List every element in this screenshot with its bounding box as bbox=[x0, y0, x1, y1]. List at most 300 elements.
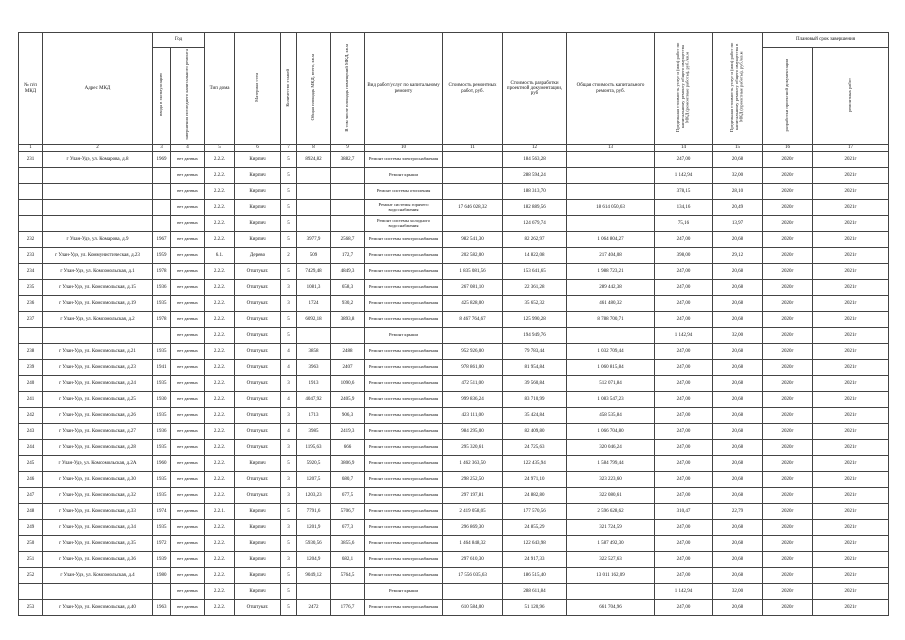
cell-total-cost: 458 535,84 bbox=[567, 408, 655, 424]
cell-total-area bbox=[297, 168, 331, 184]
cell-design-cost: 51 120,96 bbox=[503, 600, 567, 616]
cell-year-built bbox=[153, 200, 171, 216]
cell-house-type: 2.2.2. bbox=[205, 280, 235, 296]
cell-design-cost: 24 725,63 bbox=[503, 440, 567, 456]
cell-address bbox=[43, 200, 153, 216]
cell-limit-design: 20,68 bbox=[713, 392, 763, 408]
cell-design-cost: 288 594,24 bbox=[503, 168, 567, 184]
cell-limit-repair: 247,00 bbox=[655, 264, 713, 280]
cell-repair-cost: 202 582,00 bbox=[443, 248, 503, 264]
cell-wall-material: Отштукат. bbox=[235, 424, 281, 440]
cell-limit-repair: 247,00 bbox=[655, 440, 713, 456]
cell-limit-repair: 247,00 bbox=[655, 360, 713, 376]
cell-design-cost: 14 822,08 bbox=[503, 248, 567, 264]
cell-row-num: 245 bbox=[19, 456, 43, 472]
cell-work-type: Ремонт системы электроснабжения bbox=[365, 440, 443, 456]
cell-limit-repair: 1 142,94 bbox=[655, 168, 713, 184]
cell-house-type: 2.2.2. bbox=[205, 472, 235, 488]
cell-house-type: 2.2.2. bbox=[205, 600, 235, 616]
cell-year-last-repair: нет данных bbox=[171, 520, 205, 536]
cell-year-last-repair: нет данных bbox=[171, 552, 205, 568]
cell-total-area bbox=[297, 328, 331, 344]
cell-limit-repair: 75,16 bbox=[655, 216, 713, 232]
cell-total-cost: 13 011 162,09 bbox=[567, 568, 655, 584]
cell-floors: 3 bbox=[281, 552, 297, 568]
cell-total-area: 1913 bbox=[297, 376, 331, 392]
cell-address: г Улан-Удэ, ул. Комарова, д.9 bbox=[43, 232, 153, 248]
cell-year-last-repair: нет данных bbox=[171, 312, 205, 328]
cell-year-last-repair: нет данных bbox=[171, 392, 205, 408]
header-limit-design: Предельная стоимость услуг и (или) работ по капитальному ремонту общего имущества в МКД (проектные работы), руб./кв.м bbox=[713, 33, 763, 145]
cell-limit-design: 20,68 bbox=[713, 552, 763, 568]
cell-row-num: 237 bbox=[19, 312, 43, 328]
cell-year-last-repair: нет данных bbox=[171, 280, 205, 296]
cell-plan-design: 2020г bbox=[763, 360, 813, 376]
cell-year-last-repair: нет данных bbox=[171, 152, 205, 168]
cell-year-last-repair: нет данных bbox=[171, 584, 205, 600]
cell-work-type: Ремонт системы электроснабжения bbox=[365, 264, 443, 280]
cell-repair-cost: 297 610,30 bbox=[443, 552, 503, 568]
cell-total-area: 1207,5 bbox=[297, 472, 331, 488]
cell-total-area: 1203,23 bbox=[297, 488, 331, 504]
cell-address: г Улан-Удэ, ул. Комсомольская, д.35 bbox=[43, 536, 153, 552]
cell-total-area: 7791,6 bbox=[297, 504, 331, 520]
cell-design-cost: 184 563,28 bbox=[503, 152, 567, 168]
cell-limit-repair: 247,00 bbox=[655, 488, 713, 504]
cell-work-type: Ремонт системы электроснабжения bbox=[365, 424, 443, 440]
cell-design-cost: 124 679,74 bbox=[503, 216, 567, 232]
cell-plan-work: 2021г bbox=[813, 248, 889, 264]
cell-total-area: 7429,48 bbox=[297, 264, 331, 280]
cell-year-built: 1935 bbox=[153, 520, 171, 536]
cell-total-cost: 321 724,59 bbox=[567, 520, 655, 536]
cell-year-last-repair: нет данных bbox=[171, 472, 205, 488]
cell-plan-work: 2021г bbox=[813, 584, 889, 600]
cell-living-area: 2407 bbox=[331, 360, 365, 376]
table-row bbox=[19, 360, 889, 376]
cell-total-cost: 8 788 700,71 bbox=[567, 312, 655, 328]
cell-total-area bbox=[297, 584, 331, 600]
cell-limit-design: 20,68 bbox=[713, 440, 763, 456]
cell-address: г Улан-Удэ, ул. Комсомольская, д.4 bbox=[43, 568, 153, 584]
cell-repair-cost: 1 462 363,50 bbox=[443, 456, 503, 472]
cell-house-type: 6.1. bbox=[205, 248, 235, 264]
cell-living-area bbox=[331, 184, 365, 200]
cell-house-type: 2.2.2. bbox=[205, 200, 235, 216]
cell-address: г Улан-Удэ, ул. Коммунистическая, д.23 bbox=[43, 248, 153, 264]
column-number: 12 bbox=[503, 145, 567, 152]
cell-address: г Улан-Удэ, ул. Комсомольская, д.21 bbox=[43, 344, 153, 360]
cell-living-area: 3893,8 bbox=[331, 312, 365, 328]
cell-living-area: 677,3 bbox=[331, 520, 365, 536]
cell-design-cost: 35 652,32 bbox=[503, 296, 567, 312]
cell-floors: 5 bbox=[281, 536, 297, 552]
cell-floors: 4 bbox=[281, 344, 297, 360]
cell-limit-design: 20,68 bbox=[713, 568, 763, 584]
capital-repair-table bbox=[18, 32, 889, 616]
cell-work-type: Ремонт системы электроснабжения bbox=[365, 408, 443, 424]
cell-plan-work: 2021г bbox=[813, 280, 889, 296]
cell-living-area bbox=[331, 216, 365, 232]
cell-wall-material: Кирпич bbox=[235, 184, 281, 200]
cell-plan-design: 2020г bbox=[763, 456, 813, 472]
cell-living-area: 172,7 bbox=[331, 248, 365, 264]
cell-repair-cost: 8 467 764,67 bbox=[443, 312, 503, 328]
cell-total-cost: 320 046,24 bbox=[567, 440, 655, 456]
cell-living-area: 680,7 bbox=[331, 472, 365, 488]
cell-year-last-repair: нет данных bbox=[171, 536, 205, 552]
cell-total-cost: 512 071,84 bbox=[567, 376, 655, 392]
cell-year-last-repair: нет данных bbox=[171, 216, 205, 232]
cell-plan-work: 2021г bbox=[813, 472, 889, 488]
cell-address bbox=[43, 584, 153, 600]
cell-plan-work: 2021г bbox=[813, 264, 889, 280]
header-plan-work: ремонтных работ bbox=[813, 48, 889, 145]
cell-wall-material: Кирпич bbox=[235, 504, 281, 520]
cell-limit-repair: 247,00 bbox=[655, 456, 713, 472]
cell-address bbox=[43, 184, 153, 200]
cell-limit-design: 32,00 bbox=[713, 584, 763, 600]
cell-house-type: 2.2.2. bbox=[205, 216, 235, 232]
cell-limit-design: 32,00 bbox=[713, 328, 763, 344]
column-number: 9 bbox=[331, 145, 365, 152]
table-row bbox=[19, 168, 889, 184]
cell-row-num: 247 bbox=[19, 488, 43, 504]
cell-plan-work: 2021г bbox=[813, 152, 889, 168]
cell-total-area: 1204,9 bbox=[297, 552, 331, 568]
cell-work-type: Ремонт системы электроснабжения bbox=[365, 376, 443, 392]
cell-limit-repair: 247,00 bbox=[655, 232, 713, 248]
table-row bbox=[19, 152, 889, 168]
table-row bbox=[19, 536, 889, 552]
cell-plan-design: 2020г bbox=[763, 344, 813, 360]
cell-work-type: Ремонт системы электроснабжения bbox=[365, 488, 443, 504]
cell-limit-repair: 398,00 bbox=[655, 248, 713, 264]
cell-year-built: 1960 bbox=[153, 456, 171, 472]
cell-total-cost: 1 060 815,84 bbox=[567, 360, 655, 376]
cell-total-area: 1713 bbox=[297, 408, 331, 424]
cell-house-type: 2.2.2. bbox=[205, 408, 235, 424]
cell-wall-material: Дерево bbox=[235, 248, 281, 264]
cell-living-area: 5764,5 bbox=[331, 568, 365, 584]
cell-total-cost: 1 587 492,30 bbox=[567, 536, 655, 552]
cell-year-built: 1935 bbox=[153, 440, 171, 456]
cell-row-num: 235 bbox=[19, 280, 43, 296]
cell-plan-work: 2021г bbox=[813, 600, 889, 616]
cell-row-num: 238 bbox=[19, 344, 43, 360]
cell-year-built: 1978 bbox=[153, 264, 171, 280]
cell-row-num bbox=[19, 184, 43, 200]
cell-year-built: 1935 bbox=[153, 296, 171, 312]
cell-repair-cost: 984 295,00 bbox=[443, 424, 503, 440]
cell-limit-repair: 310,47 bbox=[655, 504, 713, 520]
cell-total-cost: 461 480,32 bbox=[567, 296, 655, 312]
cell-plan-design: 2020г bbox=[763, 376, 813, 392]
cell-total-cost bbox=[567, 152, 655, 168]
cell-year-built bbox=[153, 216, 171, 232]
cell-total-area: 509 bbox=[297, 248, 331, 264]
cell-year-last-repair: нет данных bbox=[171, 232, 205, 248]
cell-house-type: 2.2.2. bbox=[205, 440, 235, 456]
cell-limit-design: 32,00 bbox=[713, 168, 763, 184]
cell-limit-design: 20,68 bbox=[713, 376, 763, 392]
table-row bbox=[19, 504, 889, 520]
column-number: 14 bbox=[655, 145, 713, 152]
column-number: 2 bbox=[43, 145, 153, 152]
cell-floors: 5 bbox=[281, 504, 297, 520]
cell-total-area bbox=[297, 216, 331, 232]
cell-address bbox=[43, 168, 153, 184]
cell-plan-design: 2020г bbox=[763, 216, 813, 232]
cell-living-area: 682,1 bbox=[331, 552, 365, 568]
header-total-cost: Общая стоимость капитального ремонта, руб. bbox=[567, 33, 655, 145]
cell-year-last-repair: нет данных bbox=[171, 488, 205, 504]
cell-work-type: Ремонт системы электроснабжения bbox=[365, 360, 443, 376]
cell-repair-cost bbox=[443, 328, 503, 344]
cell-year-built: 1972 bbox=[153, 536, 171, 552]
cell-plan-work: 2021г bbox=[813, 360, 889, 376]
cell-total-cost: 322 527,63 bbox=[567, 552, 655, 568]
cell-total-area: 5920,5 bbox=[297, 456, 331, 472]
table-row bbox=[19, 424, 889, 440]
cell-limit-repair: 1 142,94 bbox=[655, 584, 713, 600]
cell-floors: 3 bbox=[281, 296, 297, 312]
cell-plan-design: 2020г bbox=[763, 392, 813, 408]
cell-plan-work: 2021г bbox=[813, 408, 889, 424]
cell-total-area: 3963 bbox=[297, 360, 331, 376]
cell-address: г Улан-Удэ, ул. Комсомольская, д.32 bbox=[43, 488, 153, 504]
cell-design-cost: 288 611,84 bbox=[503, 584, 567, 600]
cell-total-cost bbox=[567, 216, 655, 232]
cell-row-num bbox=[19, 168, 43, 184]
cell-year-built: 1978 bbox=[153, 312, 171, 328]
column-number: 5 bbox=[205, 145, 235, 152]
header-limit-repair: Предельная стоимость услуг и (или) работ по капитальному ремонту общего имущества МКД (ремонтные работы), руб./кв.м bbox=[655, 33, 713, 145]
cell-plan-work: 2021г bbox=[813, 376, 889, 392]
cell-year-built: 1935 bbox=[153, 344, 171, 360]
header-work-type: Вид работ/услуг по капитальному ремонту bbox=[365, 33, 443, 145]
cell-address: г Улан-Удэ, ул. Комсомольская, д.25 bbox=[43, 392, 153, 408]
cell-plan-work: 2021г bbox=[813, 200, 889, 216]
cell-year-last-repair: нет данных bbox=[171, 504, 205, 520]
cell-row-num: 248 bbox=[19, 504, 43, 520]
cell-year-built: 1974 bbox=[153, 504, 171, 520]
cell-floors: 3 bbox=[281, 280, 297, 296]
cell-row-num: 246 bbox=[19, 472, 43, 488]
cell-floors: 3 bbox=[281, 488, 297, 504]
cell-total-cost: 217 404,08 bbox=[567, 248, 655, 264]
cell-wall-material: Отштукат. bbox=[235, 488, 281, 504]
cell-limit-repair: 134,16 bbox=[655, 200, 713, 216]
cell-total-area: 6092,18 bbox=[297, 312, 331, 328]
cell-design-cost: 82 262,97 bbox=[503, 232, 567, 248]
cell-limit-repair: 247,00 bbox=[655, 424, 713, 440]
table-row bbox=[19, 568, 889, 584]
cell-row-num: 239 bbox=[19, 360, 43, 376]
cell-wall-material: Отштукат. bbox=[235, 408, 281, 424]
table-row bbox=[19, 584, 889, 600]
cell-wall-material: Кирпич bbox=[235, 552, 281, 568]
cell-address: г Улан-Удэ, ул. Комсомольская, д.2А bbox=[43, 456, 153, 472]
cell-house-type: 2.2.2. bbox=[205, 264, 235, 280]
cell-repair-cost: 267 081,10 bbox=[443, 280, 503, 296]
column-number: 7 bbox=[281, 145, 297, 152]
table-row bbox=[19, 200, 889, 216]
cell-address: г Улан-Удэ, ул. Комсомольская, д.24 bbox=[43, 376, 153, 392]
table-row bbox=[19, 248, 889, 264]
header-plan-group: Плановый срок завершения bbox=[763, 33, 889, 48]
cell-address: г Улан-Удэ, ул. Комсомольская, д.15 bbox=[43, 280, 153, 296]
cell-living-area: 2419,3 bbox=[331, 424, 365, 440]
cell-total-area: 2472 bbox=[297, 600, 331, 616]
cell-limit-design: 20,68 bbox=[713, 152, 763, 168]
cell-limit-design: 20,68 bbox=[713, 424, 763, 440]
table-row bbox=[19, 264, 889, 280]
cell-work-type: Ремонт системы электроснабжения bbox=[365, 248, 443, 264]
cell-plan-work: 2021г bbox=[813, 296, 889, 312]
cell-year-last-repair: нет данных bbox=[171, 200, 205, 216]
cell-house-type: 2.2.2. bbox=[205, 488, 235, 504]
cell-total-cost: 2 596 628,62 bbox=[567, 504, 655, 520]
cell-plan-work: 2021г bbox=[813, 216, 889, 232]
cell-floors: 4 bbox=[281, 424, 297, 440]
cell-work-type: Ремонт системы электроснабжения bbox=[365, 312, 443, 328]
cell-limit-design: 13,97 bbox=[713, 216, 763, 232]
cell-design-cost: 81 954,84 bbox=[503, 360, 567, 376]
cell-year-last-repair: нет данных bbox=[171, 344, 205, 360]
cell-wall-material: Кирпич bbox=[235, 232, 281, 248]
cell-year-built bbox=[153, 168, 171, 184]
column-number: 11 bbox=[443, 145, 503, 152]
cell-work-type: Ремонт системы горячего водоснабжения bbox=[365, 200, 443, 216]
cell-repair-cost: 17 556 035,63 bbox=[443, 568, 503, 584]
table-row bbox=[19, 472, 889, 488]
cell-limit-repair: 247,00 bbox=[655, 280, 713, 296]
cell-address: г Улан-Удэ, ул. Комсомольская, д.23 bbox=[43, 360, 153, 376]
cell-total-area bbox=[297, 200, 331, 216]
cell-row-num bbox=[19, 328, 43, 344]
cell-total-area: 8924,82 bbox=[297, 152, 331, 168]
cell-house-type: 2.2.2. bbox=[205, 296, 235, 312]
cell-total-cost bbox=[567, 184, 655, 200]
cell-repair-cost: 1 835 081,56 bbox=[443, 264, 503, 280]
cell-work-type: Ремонт системы электроснабжения bbox=[365, 344, 443, 360]
cell-plan-work: 2021г bbox=[813, 552, 889, 568]
cell-total-area: 3858 bbox=[297, 344, 331, 360]
cell-floors: 3 bbox=[281, 472, 297, 488]
cell-year-built: 1959 bbox=[153, 248, 171, 264]
cell-wall-material: Отштукат. bbox=[235, 600, 281, 616]
cell-work-type: Ремонт системы электроснабжения bbox=[365, 232, 443, 248]
cell-floors: 5 bbox=[281, 168, 297, 184]
cell-year-last-repair: нет данных bbox=[171, 296, 205, 312]
cell-total-cost: 661 704,96 bbox=[567, 600, 655, 616]
cell-house-type: 2.2.2. bbox=[205, 328, 235, 344]
cell-wall-material: Отштукат. bbox=[235, 264, 281, 280]
cell-floors: 5 bbox=[281, 216, 297, 232]
cell-repair-cost: 297 197,81 bbox=[443, 488, 503, 504]
cell-row-num bbox=[19, 200, 43, 216]
header-year-group: Год bbox=[153, 33, 205, 48]
cell-work-type: Ремонт крыши bbox=[365, 584, 443, 600]
cell-year-last-repair: нет данных bbox=[171, 168, 205, 184]
cell-year-last-repair: нет данных bbox=[171, 328, 205, 344]
table-row bbox=[19, 488, 889, 504]
cell-plan-design: 2020г bbox=[763, 248, 813, 264]
cell-wall-material: Отштукат. bbox=[235, 440, 281, 456]
cell-row-num bbox=[19, 216, 43, 232]
cell-design-cost: 125 990,28 bbox=[503, 312, 567, 328]
cell-address: г Улан-Удэ, ул. Комсомольская, д.1 bbox=[43, 264, 153, 280]
cell-total-area: 3977,9 bbox=[297, 232, 331, 248]
cell-house-type: 2.2.2. bbox=[205, 376, 235, 392]
cell-design-cost: 24 855,29 bbox=[503, 520, 567, 536]
header-year-last-repair: завершения последнего капитального ремонта bbox=[171, 48, 205, 145]
cell-limit-repair: 247,00 bbox=[655, 344, 713, 360]
cell-total-cost: 1 064 804,27 bbox=[567, 232, 655, 248]
column-number: 10 bbox=[365, 145, 443, 152]
cell-address: г Улан-Удэ, ул. Комсомольская, д.30 bbox=[43, 472, 153, 488]
table-row bbox=[19, 232, 889, 248]
cell-work-type: Ремонт системы электроснабжения bbox=[365, 296, 443, 312]
cell-repair-cost: 295 320,61 bbox=[443, 440, 503, 456]
cell-wall-material: Отштукат. bbox=[235, 312, 281, 328]
cell-plan-work: 2021г bbox=[813, 232, 889, 248]
cell-work-type: Ремонт системы электроснабжения bbox=[365, 392, 443, 408]
cell-limit-repair: 247,00 bbox=[655, 552, 713, 568]
cell-row-num: 232 bbox=[19, 232, 43, 248]
cell-plan-design: 2020г bbox=[763, 552, 813, 568]
cell-plan-design: 2020г bbox=[763, 280, 813, 296]
cell-row-num: 243 bbox=[19, 424, 43, 440]
cell-plan-design: 2020г bbox=[763, 168, 813, 184]
cell-repair-cost bbox=[443, 168, 503, 184]
cell-design-cost: 122 435,94 bbox=[503, 456, 567, 472]
cell-limit-design: 20,68 bbox=[713, 312, 763, 328]
cell-year-built: 1936 bbox=[153, 424, 171, 440]
cell-row-num: 242 bbox=[19, 408, 43, 424]
cell-repair-cost: 610 584,00 bbox=[443, 600, 503, 616]
cell-house-type: 2.2.2. bbox=[205, 152, 235, 168]
cell-total-cost: 323 223,60 bbox=[567, 472, 655, 488]
cell-repair-cost bbox=[443, 584, 503, 600]
cell-wall-material: Кирпич bbox=[235, 168, 281, 184]
cell-wall-material: Кирпич bbox=[235, 200, 281, 216]
cell-work-type: Ремонт системы электроснабжения bbox=[365, 520, 443, 536]
cell-total-cost: 1 083 547,23 bbox=[567, 392, 655, 408]
cell-house-type: 2.2.2. bbox=[205, 392, 235, 408]
cell-year-last-repair: нет данных bbox=[171, 408, 205, 424]
cell-design-cost: 22 361,28 bbox=[503, 280, 567, 296]
table-row bbox=[19, 520, 889, 536]
cell-plan-work: 2021г bbox=[813, 392, 889, 408]
cell-work-type: Ремонт системы электроснабжения bbox=[365, 456, 443, 472]
cell-total-area: 5930,56 bbox=[297, 536, 331, 552]
cell-total-cost: 1 032 709,44 bbox=[567, 344, 655, 360]
cell-plan-work: 2021г bbox=[813, 424, 889, 440]
cell-limit-design: 20,68 bbox=[713, 344, 763, 360]
cell-design-cost: 35 424,84 bbox=[503, 408, 567, 424]
cell-limit-design: 20,68 bbox=[713, 488, 763, 504]
table-row bbox=[19, 600, 889, 616]
table-row bbox=[19, 312, 889, 328]
cell-plan-design: 2020г bbox=[763, 152, 813, 168]
cell-year-built: 1935 bbox=[153, 488, 171, 504]
header-design-cost: Стоимость разработки проектной документации, руб bbox=[503, 33, 567, 145]
cell-living-area: 666 bbox=[331, 440, 365, 456]
cell-year-last-repair: нет данных bbox=[171, 264, 205, 280]
header-address: Адрес МКД bbox=[43, 33, 153, 145]
